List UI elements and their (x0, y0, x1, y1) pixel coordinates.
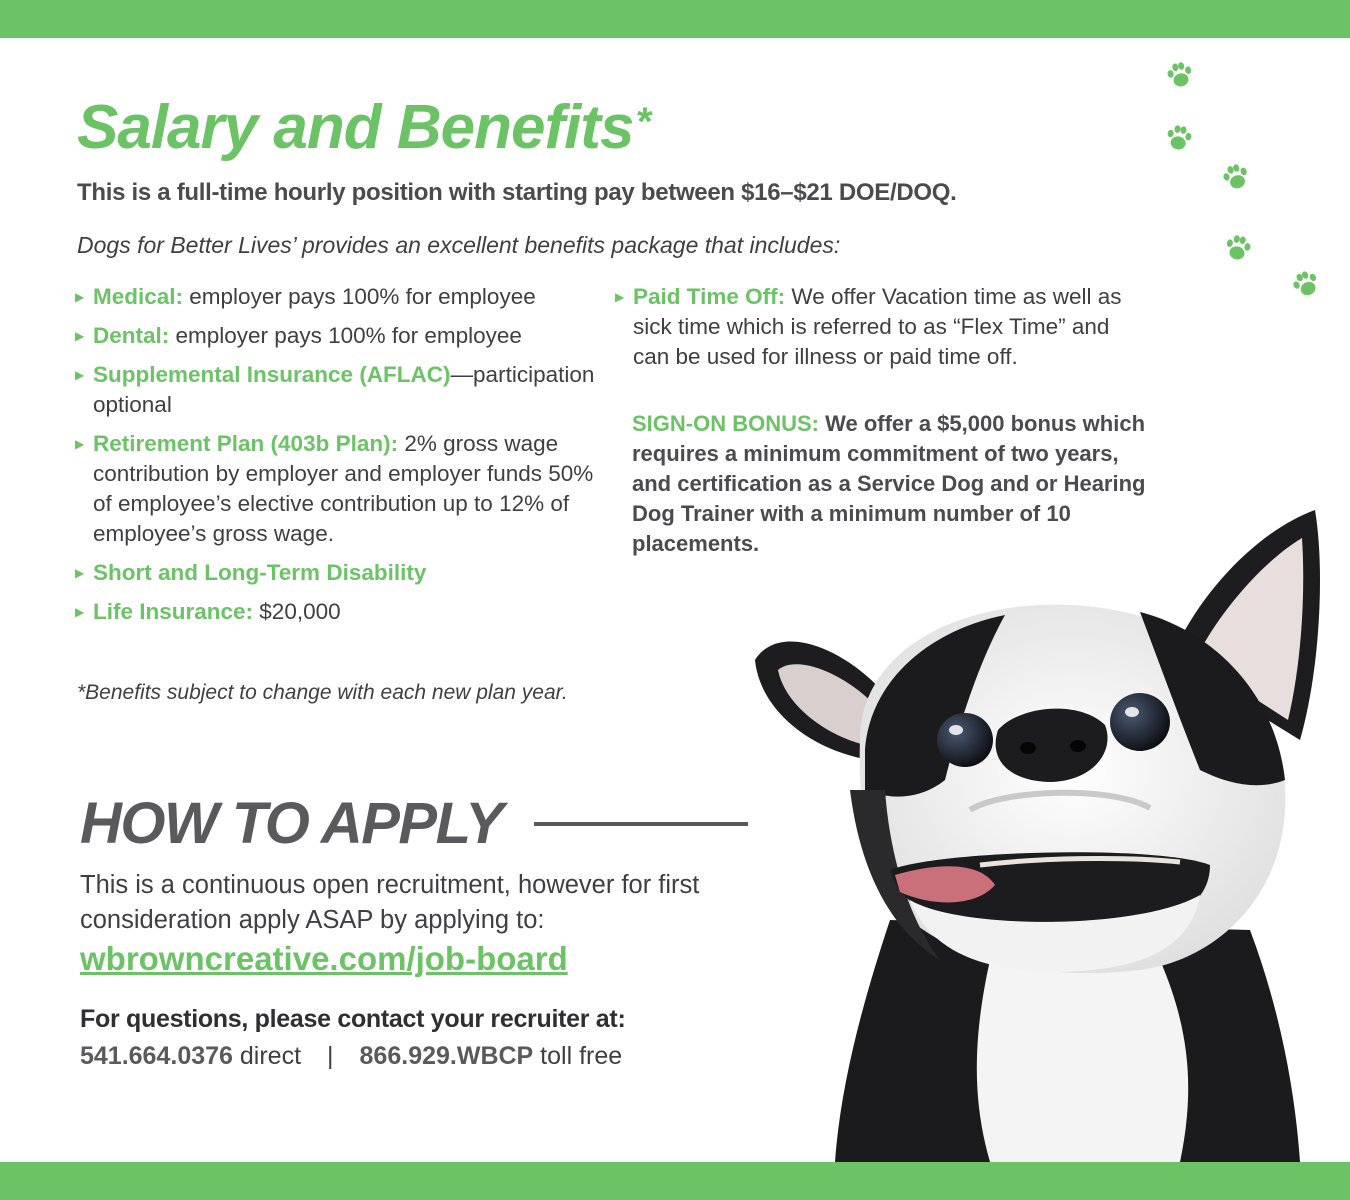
apply-instructions: This is a continuous open recruitment, however for first consideration apply ASAP by applying to: (80, 871, 700, 934)
tollfree-phone-number[interactable]: 866.929.WBCP (359, 1042, 534, 1070)
benefits-intro: Dogs for Better Lives’ provides an excellent benefits package that includes: (77, 232, 841, 258)
sign-on-bonus-text: We offer a $5,000 bonus which requires a minimum commitment of two years, and certification as a Service Dog and or Hearing Dog Trainer with a minimum number of 10 placements. (632, 411, 1146, 556)
page-title-text: Salary and Benefits (77, 93, 634, 162)
paw-print-trail (1150, 55, 1330, 315)
benefit-text: $20,000 (253, 599, 341, 624)
benefit-item-disability (75, 558, 615, 588)
benefit-item-dental (75, 321, 615, 351)
bullet-arrow-icon: ▶ (75, 605, 85, 619)
benefit-label: Retirement Plan (403b Plan): (93, 431, 399, 456)
benefits-footnote: *Benefits subject to change with each new plan year. (77, 681, 568, 704)
bullet-arrow-icon: ▶ (75, 329, 85, 343)
paw-print-icon (1217, 158, 1255, 196)
benefit-item-supplemental (75, 360, 615, 420)
heading-rule (534, 822, 748, 826)
benefit-item-retirement (75, 429, 615, 549)
bullet-arrow-icon: ▶ (75, 437, 85, 451)
benefits-list-right (615, 282, 1135, 381)
sign-on-bonus-label: SIGN-ON BONUS: (632, 411, 819, 436)
benefit-label: Supplemental Insurance (AFLAC) (93, 362, 451, 387)
benefit-text: employer pays 100% for employee (169, 323, 522, 348)
benefit-text: —participation optional (93, 362, 595, 417)
paw-print-icon (1162, 57, 1198, 93)
paw-print-icon (1162, 121, 1197, 156)
benefit-text: We offer Vacation time as well as sick time which is referred to as “Flex Time” and can be used for illness or paid time off. (633, 284, 1122, 369)
job-board-link[interactable]: wbrowncreative.com/job-board (80, 940, 568, 977)
direct-phone-number[interactable]: 541.664.0376 (80, 1042, 233, 1070)
benefit-text: employer pays 100% for employee (183, 284, 536, 309)
contact-numbers (80, 1042, 622, 1071)
top-green-band (0, 0, 1350, 38)
benefit-label: Dental: (93, 323, 170, 348)
benefit-label: Life Insurance: (93, 599, 254, 624)
bottom-green-band (0, 1162, 1350, 1200)
paw-print-icon (1220, 230, 1256, 266)
how-to-apply-heading: HOW TO APPLY (80, 791, 503, 856)
tollfree-label: toll free (533, 1042, 623, 1070)
paw-print-icon (1286, 264, 1326, 304)
direct-label: direct (232, 1042, 302, 1070)
bullet-arrow-icon: ▶ (75, 368, 85, 382)
benefit-label: Short and Long-Term Disability (93, 560, 427, 585)
benefit-text: 2% gross wage contribution by employer and employer funds 50% of employee’s elective contribution up to 12% of employee’s gross wage. (93, 431, 594, 546)
bullet-arrow-icon: ▶ (615, 290, 625, 304)
benefit-item-paid-time-off (615, 282, 1135, 372)
contact-label: For questions, please contact your recruiter at: (80, 1005, 626, 1033)
bullet-arrow-icon: ▶ (75, 290, 85, 304)
benefit-label: Paid Time Off: (633, 284, 786, 309)
pay-statement: This is a full-time hourly position with starting pay between $16–$21 DOE/DOQ. (77, 179, 957, 206)
page-title (77, 92, 650, 163)
benefit-item-life-insurance (75, 597, 615, 627)
benefit-item-medical (75, 282, 615, 312)
benefit-label: Medical: (93, 284, 184, 309)
benefits-list-left (75, 282, 615, 636)
title-asterisk: * (635, 100, 651, 144)
contact-separator: | (327, 1042, 334, 1070)
bullet-arrow-icon: ▶ (75, 566, 85, 580)
boston-terrier-photo (740, 490, 1350, 1162)
